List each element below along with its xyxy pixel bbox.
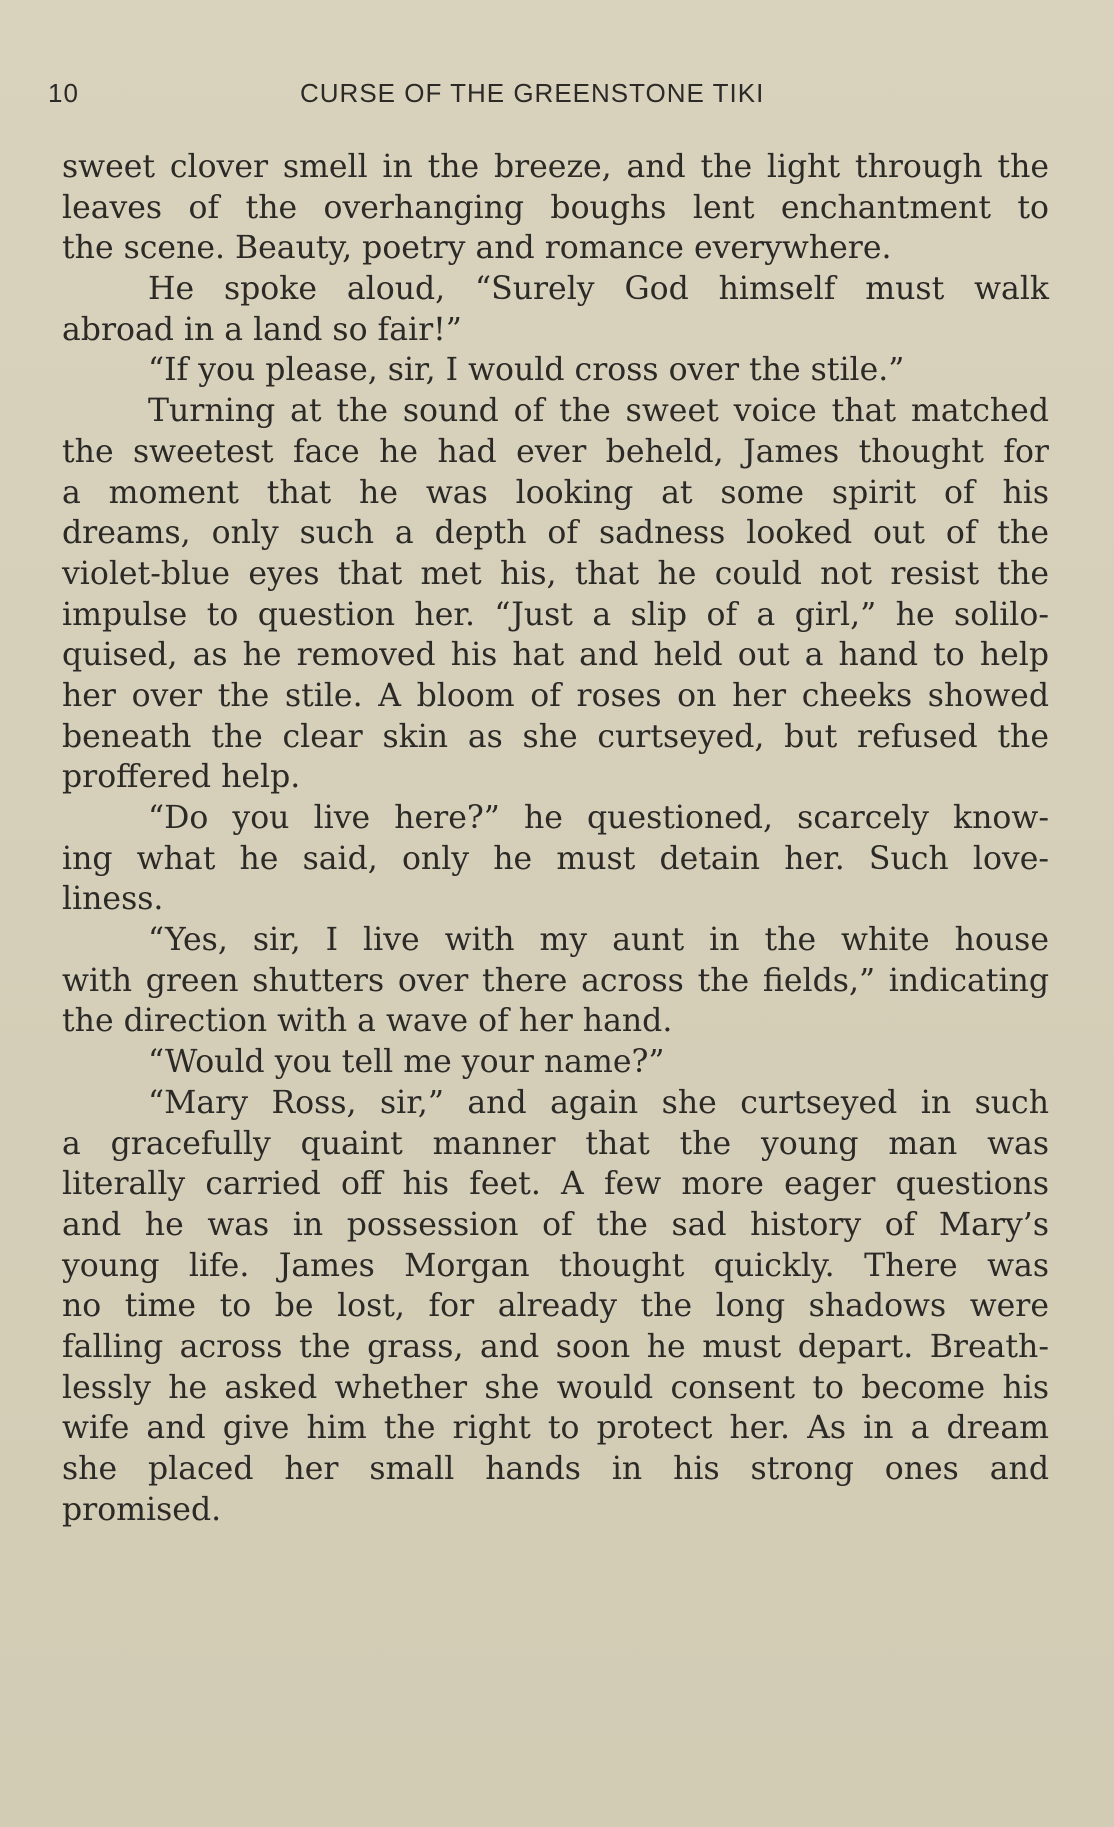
text-line: “Would you tell me your name?” [148, 1044, 665, 1081]
text-line: she placed her small hands in his strong ones and [62, 1451, 1049, 1487]
text-line: abroad in a land so fair!” [62, 311, 462, 348]
text-line: leaves of the overhanging boughs lent enchantment to [62, 189, 1049, 226]
page-header [48, 78, 1048, 118]
text-line: with green shutters over there across the fields,” indicating [62, 962, 1049, 999]
text-line: “Mary Ross, sir,” and again she curtseyed in such [148, 1084, 1049, 1121]
text-line: violet-blue eyes that met his, that he could not resist the [62, 555, 1049, 592]
text-line: proffered help. [62, 759, 301, 796]
body-text [62, 147, 1049, 1530]
text-line: “Do you live here?” he questioned, scarcely know- [148, 800, 1049, 836]
text-line: Turning at the sound of the sweet voice that matched [148, 393, 1049, 430]
text-line: the sweetest face he had ever beheld, James thought for [62, 433, 1049, 470]
text-line: He spoke aloud, “Surely God himself must walk [148, 271, 1049, 308]
text-line: promised. [62, 1491, 222, 1528]
text-line: impulse to question her. “Just a slip of a girl,” he solilo- [62, 596, 1049, 633]
text-line: no time to be lost, for already the long shadows were [62, 1288, 1049, 1325]
text-line: her over the stile. A bloom of roses on her cheeks showed [62, 677, 1049, 714]
text-line: the scene. Beauty, poetry and romance everywhere. [62, 230, 892, 267]
text-line: a gracefully quaint manner that the young man was [62, 1125, 1049, 1162]
text-line: lessly he asked whether she would consent to become his [62, 1369, 1049, 1406]
text-line: “Yes, sir, I live with my aunt in the white house [148, 922, 1049, 959]
text-line: literally carried off his feet. A few more eager questions [62, 1166, 1049, 1203]
text-line: the direction with a wave of her hand. [62, 1003, 673, 1040]
text-line: dreams, only such a depth of sadness looked out of the [62, 515, 1049, 552]
text-line: quised, as he removed his hat and held out a hand to help [62, 637, 1049, 674]
text-line: falling across the grass, and soon he must depart. Breath- [62, 1328, 1049, 1365]
page-number: 10 [48, 78, 79, 108]
text-line: ing what he said, only he must detain her. Such love- [62, 840, 1049, 877]
text-line: wife and give him the right to protect her. As in a dream [62, 1410, 1049, 1447]
running-title: CURSE OF THE GREENSTONE TIKI [300, 78, 765, 108]
text-line: beneath the clear skin as she curtseyed, but refused the [62, 718, 1049, 755]
text-line: and he was in possession of the sad history of Mary’s [62, 1206, 1049, 1243]
text-line: a moment that he was looking at some spirit of his [62, 474, 1049, 511]
text-line: young life. James Morgan thought quickly. There was [62, 1247, 1049, 1284]
text-line: “If you please, sir, I would cross over the stile.” [148, 352, 905, 389]
text-line: sweet clover smell in the breeze, and the light through the [62, 149, 1049, 185]
text-line: liness. [62, 881, 164, 918]
